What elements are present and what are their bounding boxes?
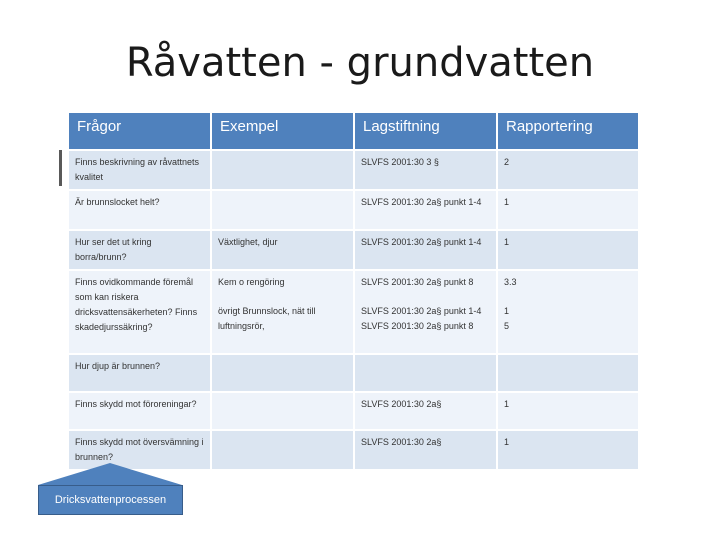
- table-row: [68, 150, 639, 190]
- cell-lagstiftning: SLVFS 2001:30 2a§: [354, 392, 497, 430]
- cell-fragor: Finns ovidkommande föremål som kan riskera dricksvattensäkerheten? Finns skadedjurssäkring?: [68, 270, 211, 354]
- dricksvattenprocessen-button[interactable]: Dricksvattenprocessen: [38, 485, 183, 515]
- header-exempel: Exempel: [211, 112, 354, 150]
- rapp-line: 3.3: [504, 277, 517, 287]
- cell-exempel: [211, 270, 354, 354]
- header-lagstiftning: Lagstiftning: [354, 112, 497, 150]
- lag-line: SLVFS 2001:30 2a§ punkt 1-4: [361, 306, 482, 316]
- rapp-line: 5: [504, 321, 510, 331]
- table-row: [68, 270, 639, 354]
- cell-exempel: [211, 150, 354, 190]
- cell-fragor: Är brunnslocket helt?: [68, 190, 211, 230]
- cell-fragor: Finns skydd mot föroreningar?: [68, 392, 211, 430]
- exempel-line: Kem o rengöring: [218, 277, 285, 287]
- cell-exempel: [211, 190, 354, 230]
- header-rapportering: Rapportering: [497, 112, 639, 150]
- table-row: [68, 230, 639, 270]
- cell-exempel: [211, 392, 354, 430]
- exempel-line: övrigt Brunnslock, nät till luftningsrör,: [218, 306, 316, 331]
- selection-marker: [59, 150, 62, 186]
- page-title: Råvatten - grundvatten: [125, 40, 595, 86]
- requirements-table: [67, 111, 640, 471]
- cell-lagstiftning: SLVFS 2001:30 2a§: [354, 430, 497, 470]
- rapp-line: 1: [504, 306, 510, 316]
- cell-fragor: Finns beskrivning av råvattnets kvalitet: [68, 150, 211, 190]
- cell-fragor: Hur ser det ut kring borra/brunn?: [68, 230, 211, 270]
- cell-lagstiftning: [354, 354, 497, 392]
- header-fragor: Frågor: [68, 112, 211, 150]
- cell-rapportering: 1: [497, 230, 639, 270]
- cell-exempel: [211, 430, 354, 470]
- table-row: [68, 190, 639, 230]
- cell-fragor: Hur djup är brunnen?: [68, 354, 211, 392]
- cell-rapportering: 2: [497, 150, 639, 190]
- back-arrow-icon[interactable]: [38, 463, 182, 485]
- cell-lagstiftning: SLVFS 2001:30 2a§ punkt 1-4: [354, 230, 497, 270]
- table-header-row: [68, 112, 639, 150]
- cell-rapportering: 1: [497, 190, 639, 230]
- lag-line: SLVFS 2001:30 2a§ punkt 8: [361, 321, 474, 331]
- lag-line: SLVFS 2001:30 2a§ punkt 8: [361, 277, 474, 287]
- cell-exempel: [211, 354, 354, 392]
- cell-rapportering: [497, 354, 639, 392]
- cell-rapportering: [497, 270, 639, 354]
- table-row: [68, 392, 639, 430]
- table-row: [68, 354, 639, 392]
- cell-rapportering: 1: [497, 392, 639, 430]
- cell-lagstiftning: [354, 270, 497, 354]
- cell-fragor: Finns skydd mot översvämning i brunnen?: [68, 430, 211, 470]
- cell-lagstiftning: SLVFS 2001:30 3 §: [354, 150, 497, 190]
- cell-rapportering: 1: [497, 430, 639, 470]
- cell-exempel: Växtlighet, djur: [211, 230, 354, 270]
- cell-lagstiftning: SLVFS 2001:30 2a§ punkt 1-4: [354, 190, 497, 230]
